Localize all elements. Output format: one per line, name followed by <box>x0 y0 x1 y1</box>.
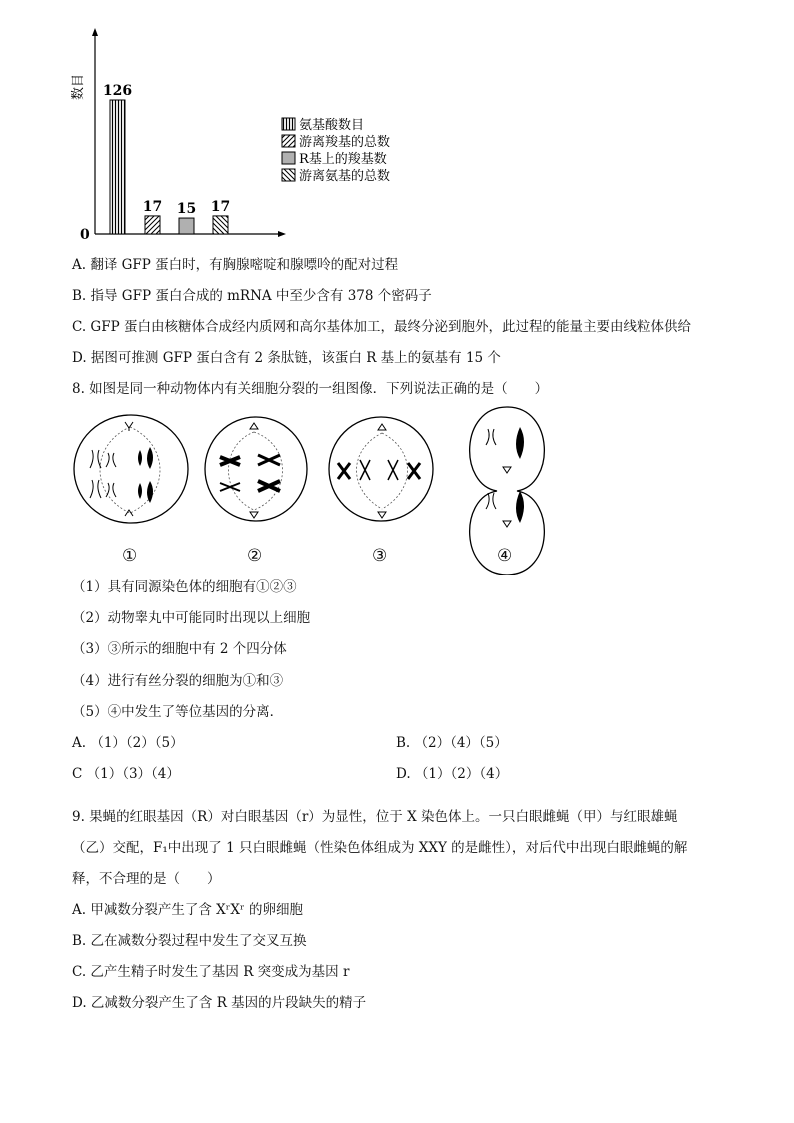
bar-value-label-4: 17 <box>210 198 231 215</box>
cell-label-2: ② <box>247 546 263 566</box>
q9-stem-line-3: 释，不合理的是（ ） <box>72 871 221 887</box>
legend-swatch-2 <box>282 135 295 147</box>
y-axis-label: 数目 <box>71 73 86 100</box>
bar-value-label-2: 17 <box>142 198 163 215</box>
legend-swatch-3 <box>282 152 295 164</box>
q9-option-a: A. 甲减数分裂产生了含 XʳXʳ 的卵细胞 <box>72 902 304 918</box>
legend-label-2: 游离羧基的总数 <box>299 135 391 150</box>
q9-option-d: D. 乙减数分裂产生了含 R 基因的片段缺失的精子 <box>72 995 367 1011</box>
q8-option-d: D. （1）（2）（4） <box>396 766 509 782</box>
q8-statement-3: （3）③所示的细胞中有 2 个四分体 <box>72 641 287 657</box>
cell-3 <box>329 417 433 521</box>
q8-statement-1: （1）具有同源染色体的细胞有①②③ <box>72 579 297 595</box>
q9-option-c: C. 乙产生精子时发生了基因 R 突变成为基因 r <box>72 964 350 980</box>
legend-label-4: 游离氨基的总数 <box>299 169 391 184</box>
origin-label: 0 <box>80 227 90 243</box>
bar-2 <box>145 216 160 234</box>
bar-chart <box>60 20 440 250</box>
q8-statement-5: （5）④中发生了等位基因的分离． <box>72 704 284 720</box>
legend-label-1: 氨基酸数目 <box>299 118 365 133</box>
legend-swatch-4 <box>282 169 295 181</box>
legend-swatch-1 <box>282 118 295 130</box>
q8-statement-4: （4）进行有丝分裂的细胞为①和③ <box>72 673 284 689</box>
cell-division-figure <box>70 405 560 575</box>
bar-1 <box>110 100 125 234</box>
bar-3 <box>179 218 194 234</box>
cell-label-1: ① <box>122 546 138 566</box>
cell-label-3: ③ <box>372 546 388 566</box>
q8-statement-2: （2）动物睾丸中可能同时出现以上细胞 <box>72 610 311 626</box>
q8-option-b: B. （2）（4）（5） <box>396 735 508 751</box>
y-axis-arrow <box>92 28 98 36</box>
q9-stem-line-1: 9. 果蝇的红眼基因（R）对白眼基因（r）为显性，位于 X 染色体上。一只白眼雌蝇（甲）与红眼雄蝇 <box>72 809 678 825</box>
q8-stem: 8. 如图是同一种动物体内有关细胞分裂的一组图像．下列说法正确的是（ ） <box>72 381 549 397</box>
q7-option-a: A. 翻译 GFP 蛋白时，有胸腺嘧啶和腺嘌呤的配对过程 <box>72 257 399 273</box>
x-axis-arrow <box>278 231 286 237</box>
cell-1 <box>74 415 188 523</box>
bar-4 <box>213 216 228 234</box>
q9-stem-line-2: （乙）交配，F₁中出现了 1 只白眼雌蝇（性染色体组成为 XXY 的是雌性），对后代中出现白眼雌蝇的解 <box>72 840 688 856</box>
q8-option-a: A. （1）（2）（5） <box>72 735 184 751</box>
cell-2 <box>205 417 307 521</box>
q7-option-b: B. 指导 GFP 蛋白合成的 mRNA 中至少含有 378 个密码子 <box>72 288 432 304</box>
q7-option-d: D. 据图可推测 GFP 蛋白含有 2 条肽链，该蛋白 R 基上的氨基有 15 个 <box>72 350 501 366</box>
q7-option-c: C. GFP 蛋白由核糖体合成经内质网和高尔基体加工，最终分泌到胞外，此过程的能量主要由线粒体供给 <box>72 319 691 335</box>
bar-value-label-3: 15 <box>176 201 197 218</box>
cell-label-4: ④ <box>497 546 513 566</box>
bar-value-label-1: 126 <box>102 83 133 99</box>
legend-label-3: R基上的羧基数 <box>299 152 387 167</box>
q9-option-b: B. 乙在减数分裂过程中发生了交叉互换 <box>72 933 307 949</box>
q8-option-c: C （1）（3）（4） <box>72 766 180 782</box>
